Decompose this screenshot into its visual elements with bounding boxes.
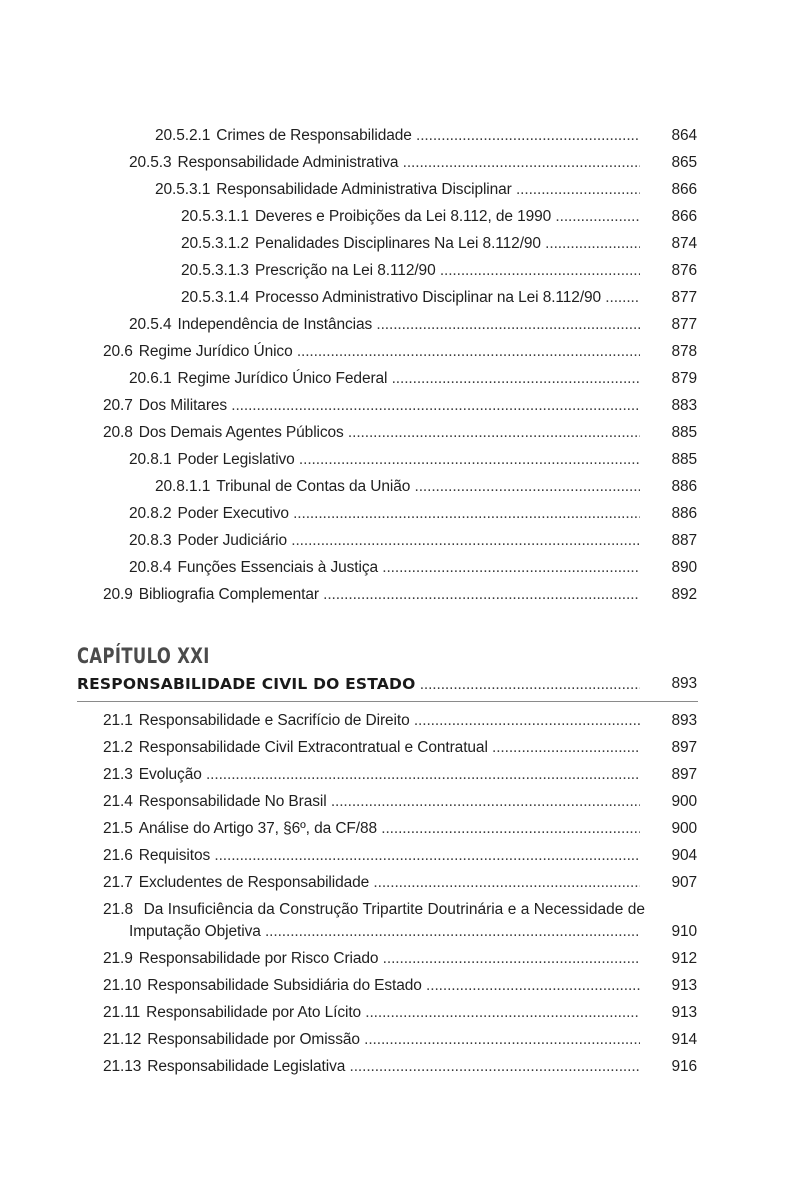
- toc-entry-title: Requisitos: [138, 847, 211, 864]
- toc-entry-number: 20.8.1.1: [155, 478, 211, 495]
- toc-entry-number: 20.5.3.1.2: [181, 235, 249, 252]
- toc-entry-text: [155, 477, 640, 497]
- toc-entry-number: 21.11: [103, 1004, 141, 1021]
- toc-entry-number: 20.5.4: [129, 316, 172, 333]
- toc-entry-title: Deveres e Proibições da Lei 8.112, de 1990: [254, 208, 552, 225]
- toc-entry-page: 897: [671, 739, 697, 756]
- toc-entry-text: [181, 234, 640, 254]
- toc-entry-page: 885: [671, 451, 697, 468]
- toc-entry-number: 21.1: [103, 712, 133, 729]
- toc-entry[interactable]: [0, 976, 800, 996]
- toc-entry-number: 20.7: [103, 397, 133, 414]
- toc-entry-title: Prescrição na Lei 8.112/90: [254, 262, 436, 279]
- toc-entry-page: 897: [671, 766, 697, 783]
- toc-entry-title: Poder Judiciário: [177, 532, 288, 549]
- toc-entry-number: 21.10: [103, 977, 142, 994]
- toc-entry-text: [155, 180, 640, 200]
- toc-entry-text: [103, 819, 640, 839]
- toc-entry-text: [103, 711, 640, 731]
- toc-entry[interactable]: [0, 234, 800, 254]
- toc-entry-text: [129, 315, 640, 335]
- toc-entry-page: 874: [671, 235, 697, 252]
- toc-entry[interactable]: [0, 153, 800, 173]
- toc-entry-number: 20.5.2.1: [155, 127, 211, 144]
- toc-entry-number: 21.7: [103, 874, 133, 891]
- toc-entry-page: 887: [671, 532, 697, 549]
- toc-entry[interactable]: [0, 846, 800, 866]
- toc-entry-text: [103, 949, 640, 969]
- toc-entry-title: Dos Militares: [138, 397, 228, 414]
- toc-entry-page: 865: [671, 154, 697, 171]
- toc-entry-title: Regime Jurídico Único Federal: [177, 370, 388, 387]
- toc-entry-number: 21.8: [103, 901, 134, 918]
- toc-entry[interactable]: [0, 765, 800, 785]
- toc-entry-page: 866: [671, 181, 697, 198]
- toc-entry-title: Penalidades Disciplinares Na Lei 8.112/90: [254, 235, 541, 252]
- toc-entry-wrapped-line1[interactable]: [103, 899, 645, 921]
- toc-entry[interactable]: [0, 396, 800, 416]
- toc-entry-text: [155, 126, 640, 146]
- toc-entry-text: [129, 450, 640, 470]
- toc-entry-title: Excludentes de Responsabilidade: [138, 874, 370, 891]
- toc-entry-number: 21.9: [103, 950, 133, 967]
- toc-entry-title: Tribunal de Contas da União: [216, 478, 411, 495]
- toc-entry-text: [103, 423, 640, 443]
- toc-entry-page: 913: [671, 1004, 697, 1021]
- toc-entry[interactable]: [0, 423, 800, 443]
- toc-entry-title: Responsabilidade No Brasil: [138, 793, 327, 810]
- toc-entry[interactable]: [0, 207, 800, 227]
- chapter-divider: [77, 701, 698, 702]
- toc-entry-page: 885: [671, 424, 697, 441]
- toc-entry-page: 876: [671, 262, 697, 279]
- toc-entry-page: 883: [671, 397, 697, 414]
- toc-entry-title: Responsabilidade Subsidiária do Estado: [147, 977, 422, 994]
- toc-entry[interactable]: [0, 315, 800, 335]
- toc-entry[interactable]: [0, 504, 800, 524]
- toc-entry-title: Análise do Artigo 37, §6º, da CF/88: [138, 820, 378, 837]
- toc-entry[interactable]: [0, 180, 800, 200]
- toc-entry-page: 913: [671, 977, 697, 994]
- toc-entry-text: [103, 873, 640, 893]
- toc-entry-title: Funções Essenciais à Justiça: [177, 559, 379, 576]
- toc-entry-page: 914: [671, 1031, 697, 1048]
- toc-entry-text: [103, 792, 640, 812]
- toc-entry-title: Responsabilidade Administrativa: [177, 154, 399, 171]
- toc-entry-number: 21.5: [103, 820, 133, 837]
- chapter-label: CAPÍTULO XXI: [77, 644, 210, 668]
- toc-entry-text: [181, 288, 640, 308]
- toc-entry-page: 904: [671, 847, 697, 864]
- toc-entry-text: [103, 846, 640, 866]
- toc-entry-title: Regime Jurídico Único: [138, 343, 293, 360]
- toc-entry-page: 886: [671, 505, 697, 522]
- toc-entry-title: Responsabilidade Administrativa Disciplinar: [216, 181, 512, 198]
- chapter-page-number: 893: [671, 675, 697, 692]
- toc-entry-number: 20.5.3.1.1: [181, 208, 249, 225]
- toc-entry-number: 20.8.3: [129, 532, 172, 549]
- toc-entry-number: 21.4: [103, 793, 133, 810]
- toc-entry-page: 864: [671, 127, 697, 144]
- toc-entry-page: 877: [671, 289, 697, 306]
- toc-entry-wrapped-line2[interactable]: [0, 922, 800, 942]
- toc-entry-number: 20.5.3.1.3: [181, 262, 249, 279]
- toc-entry-text: [103, 1030, 640, 1050]
- toc-entry-text: [103, 1003, 640, 1023]
- toc-entry-title: Bibliografia Complementar: [138, 586, 319, 603]
- toc-entry-title-line1: Da Insuficiência da Construção Tripartite Doutrinária e a Necessidade de: [143, 901, 645, 918]
- toc-entry-title: Poder Executivo: [177, 505, 289, 522]
- toc-entry-text: [103, 976, 640, 996]
- toc-entry[interactable]: [0, 369, 800, 389]
- toc-entry-number: 20.8.4: [129, 559, 172, 576]
- toc-entry[interactable]: [0, 126, 800, 146]
- toc-entry-page: 877: [671, 316, 697, 333]
- toc-entry-title: Responsabilidade por Risco Criado: [138, 950, 379, 967]
- toc-entry-text: [103, 765, 640, 785]
- toc-entry-number: 20.8: [103, 424, 133, 441]
- toc-entry-page: 866: [671, 208, 697, 225]
- toc-entry-page: 910: [671, 923, 697, 940]
- toc-entry-page: 879: [671, 370, 697, 387]
- toc-entry-number: 21.3: [103, 766, 133, 783]
- toc-entry-text: [103, 585, 640, 605]
- toc-entry-page: 886: [671, 478, 697, 495]
- toc-entry-number: 20.9: [103, 586, 133, 603]
- toc-entry-text: [129, 531, 640, 551]
- toc-entry-text: [129, 153, 640, 173]
- toc-entry[interactable]: [0, 1030, 800, 1050]
- toc-entry-number: 21.6: [103, 847, 133, 864]
- toc-entry-title: Responsabilidade e Sacrifício de Direito: [138, 712, 410, 729]
- toc-entry-number: 21.2: [103, 739, 133, 756]
- toc-entry-page: 890: [671, 559, 697, 576]
- toc-entry-number: 20.5.3.1.4: [181, 289, 249, 306]
- toc-entry[interactable]: [0, 477, 800, 497]
- toc-entry-text: [103, 342, 640, 362]
- toc-entry-text: [103, 396, 640, 416]
- toc-entry[interactable]: [0, 1057, 800, 1077]
- toc-entry-number: 21.12: [103, 1031, 142, 1048]
- toc-entry-number: 20.8.2: [129, 505, 172, 522]
- toc-entry-number: 20.8.1: [129, 451, 172, 468]
- toc-entry-page: 907: [671, 874, 697, 891]
- toc-entry-text: [181, 261, 640, 281]
- toc-entry-number: 21.13: [103, 1058, 142, 1075]
- toc-entry-title: Responsabilidade por Omissão: [147, 1031, 360, 1048]
- chapter-title: RESPONSABILIDADE CIVIL DO ESTADO: [77, 675, 416, 693]
- toc-entry[interactable]: [0, 585, 800, 605]
- toc-entry-text: [103, 738, 640, 758]
- toc-entry[interactable]: [0, 711, 800, 731]
- toc-entry-page: 900: [671, 793, 697, 810]
- toc-entry-title: Poder Legislativo: [177, 451, 295, 468]
- toc-entry-page: 900: [671, 820, 697, 837]
- toc-entry-text: [129, 504, 640, 524]
- toc-entry[interactable]: [0, 949, 800, 969]
- toc-entry-number: 20.6: [103, 343, 133, 360]
- toc-entry-text: [129, 558, 640, 578]
- toc-entry[interactable]: [0, 531, 800, 551]
- toc-entry-title: Responsabilidade por Ato Lícito: [146, 1004, 362, 1021]
- toc-entry-page: 893: [671, 712, 697, 729]
- toc-entry[interactable]: [0, 288, 800, 308]
- toc-entry-title-line2: Imputação Objetiva: [129, 923, 261, 940]
- toc-entry-number: 20.5.3: [129, 154, 172, 171]
- toc-entry-number: 20.6.1: [129, 370, 172, 387]
- chapter-title-entry[interactable]: [0, 673, 800, 695]
- toc-entry[interactable]: [0, 450, 800, 470]
- toc-entry-title: Responsabilidade Civil Extracontratual e Contratual: [138, 739, 488, 756]
- toc-entry[interactable]: [0, 792, 800, 812]
- toc-entry-text: [103, 1057, 640, 1077]
- toc-entry[interactable]: [0, 873, 800, 893]
- toc-entry-text: [129, 369, 640, 389]
- toc-entry[interactable]: [0, 261, 800, 281]
- toc-entry-title: Crimes de Responsabilidade: [216, 127, 412, 144]
- toc-entry-number: 20.5.3.1: [155, 181, 211, 198]
- toc-entry-page: 878: [671, 343, 697, 360]
- toc-entry-title: Dos Demais Agentes Públicos: [138, 424, 344, 441]
- toc-entry[interactable]: [0, 1003, 800, 1023]
- toc-entry-text: [181, 207, 640, 227]
- toc-entry[interactable]: [0, 738, 800, 758]
- toc-entry[interactable]: [0, 342, 800, 362]
- toc-entry[interactable]: [0, 558, 800, 578]
- toc-entry-title: Evolução: [138, 766, 202, 783]
- toc-entry-page: 892: [671, 586, 697, 603]
- toc-entry-title: Responsabilidade Legislativa: [147, 1058, 346, 1075]
- toc-entry[interactable]: [0, 819, 800, 839]
- toc-entry-page: 912: [671, 950, 697, 967]
- toc-entry-title: Independência de Instâncias: [177, 316, 373, 333]
- toc-entry-title: Processo Administrativo Disciplinar na Lei 8.112/90: [254, 289, 602, 306]
- toc-entry-page: 916: [671, 1058, 697, 1075]
